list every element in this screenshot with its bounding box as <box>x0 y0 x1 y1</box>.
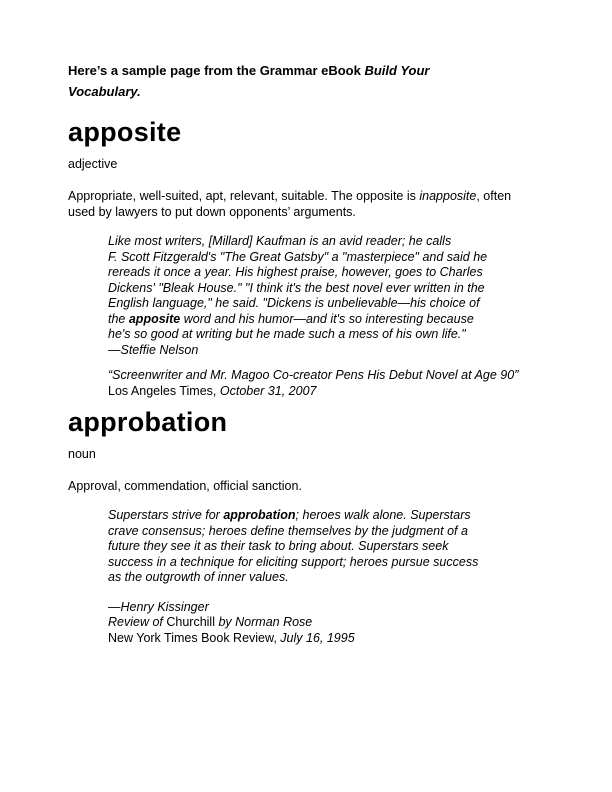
quote-line: success in a technique for eliciting support; heroes pursue success <box>108 554 479 569</box>
review-author: by Norman Rose <box>215 615 313 629</box>
intro-paragraph <box>68 61 542 102</box>
quote-line: crave consensus; heroes define themselves by the judgment of a <box>108 523 468 538</box>
source-citation-approbation <box>108 600 542 647</box>
review-line <box>108 615 542 631</box>
quote-line: English language," he said. "Dickens is unbelievable—his choice of <box>108 296 480 310</box>
source-citation-apposite <box>108 368 542 399</box>
publication-date: October 31, 2007 <box>219 383 317 398</box>
headword-apposite: apposite <box>68 117 182 147</box>
book-title-part-1: Build Your <box>364 63 430 78</box>
highlighted-headword: apposite <box>128 311 181 326</box>
article-title: “Screenwriter and Mr. Magoo Co-creator Pens His Debut Novel at Age 90” <box>108 368 519 382</box>
headword-approbation: approbation <box>68 407 228 437</box>
quote-line: Dickens' "Bleak House." "I think it's the best novel ever written in the <box>108 280 485 295</box>
quote-line: future they see it as their task to bring about. Superstars seek <box>108 539 449 553</box>
quote-line: as the outgrowth of inner values. <box>108 570 289 584</box>
publication-name: New York Times Book Review, <box>108 630 281 645</box>
publication-date: July 16, 1995 <box>280 630 355 645</box>
definition-apposite <box>68 188 542 220</box>
definition-line-2: used by lawyers to put down opponents’ arguments. <box>68 205 356 219</box>
definition-line-1 <box>68 188 542 204</box>
quote-line: F. Scott Fitzgerald's "The Great Gatsby" a "masterpiece" and said he <box>108 249 488 264</box>
publication-line <box>108 631 542 647</box>
quote-line <box>108 312 542 328</box>
quote-attribution: —Steffie Nelson <box>108 342 199 357</box>
quote-text: word and his humor—and it's so interesting because <box>180 311 474 326</box>
quote-line <box>108 508 542 524</box>
entry-approbation <box>68 406 542 646</box>
definition-approbation: Approval, commendation, official sanction. <box>68 479 302 493</box>
intro-line-1 <box>68 61 542 82</box>
publication-name: Los Angeles Times, <box>108 383 220 398</box>
part-of-speech-apposite: adjective <box>68 157 118 171</box>
book-title-part-2: Vocabulary. <box>68 83 141 99</box>
review-text: Review of <box>108 615 167 629</box>
part-of-speech-approbation: noun <box>68 447 96 461</box>
quote-attribution: —Henry Kissinger <box>108 599 209 614</box>
quote-text: Superstars strive for <box>108 508 224 522</box>
opposite-term: inapposite <box>419 189 477 203</box>
entry-apposite <box>68 116 542 399</box>
quotation-apposite <box>108 234 542 358</box>
definition-text: , often <box>476 189 512 203</box>
quote-line: rereads it once a year. His highest praise, however, goes to Charles <box>108 265 483 279</box>
quote-text: the <box>108 311 129 326</box>
publication-line <box>108 384 542 400</box>
quotation-approbation <box>108 508 542 586</box>
intro-lead-text: Here’s a sample page from the Grammar eBook <box>68 63 365 78</box>
quote-line: Like most writers, [Millard] Kaufman is an avid reader; he calls <box>108 234 452 248</box>
highlighted-headword: approbation <box>223 508 296 522</box>
quote-line: he's so good at writing but he made such a mess of his own life." <box>108 327 466 341</box>
definition-text: Appropriate, well-suited, apt, relevant, suitable. The opposite is <box>68 189 420 203</box>
reviewed-book-title: Churchill <box>166 615 215 629</box>
quote-text: ; heroes walk alone. Superstars <box>295 508 471 522</box>
